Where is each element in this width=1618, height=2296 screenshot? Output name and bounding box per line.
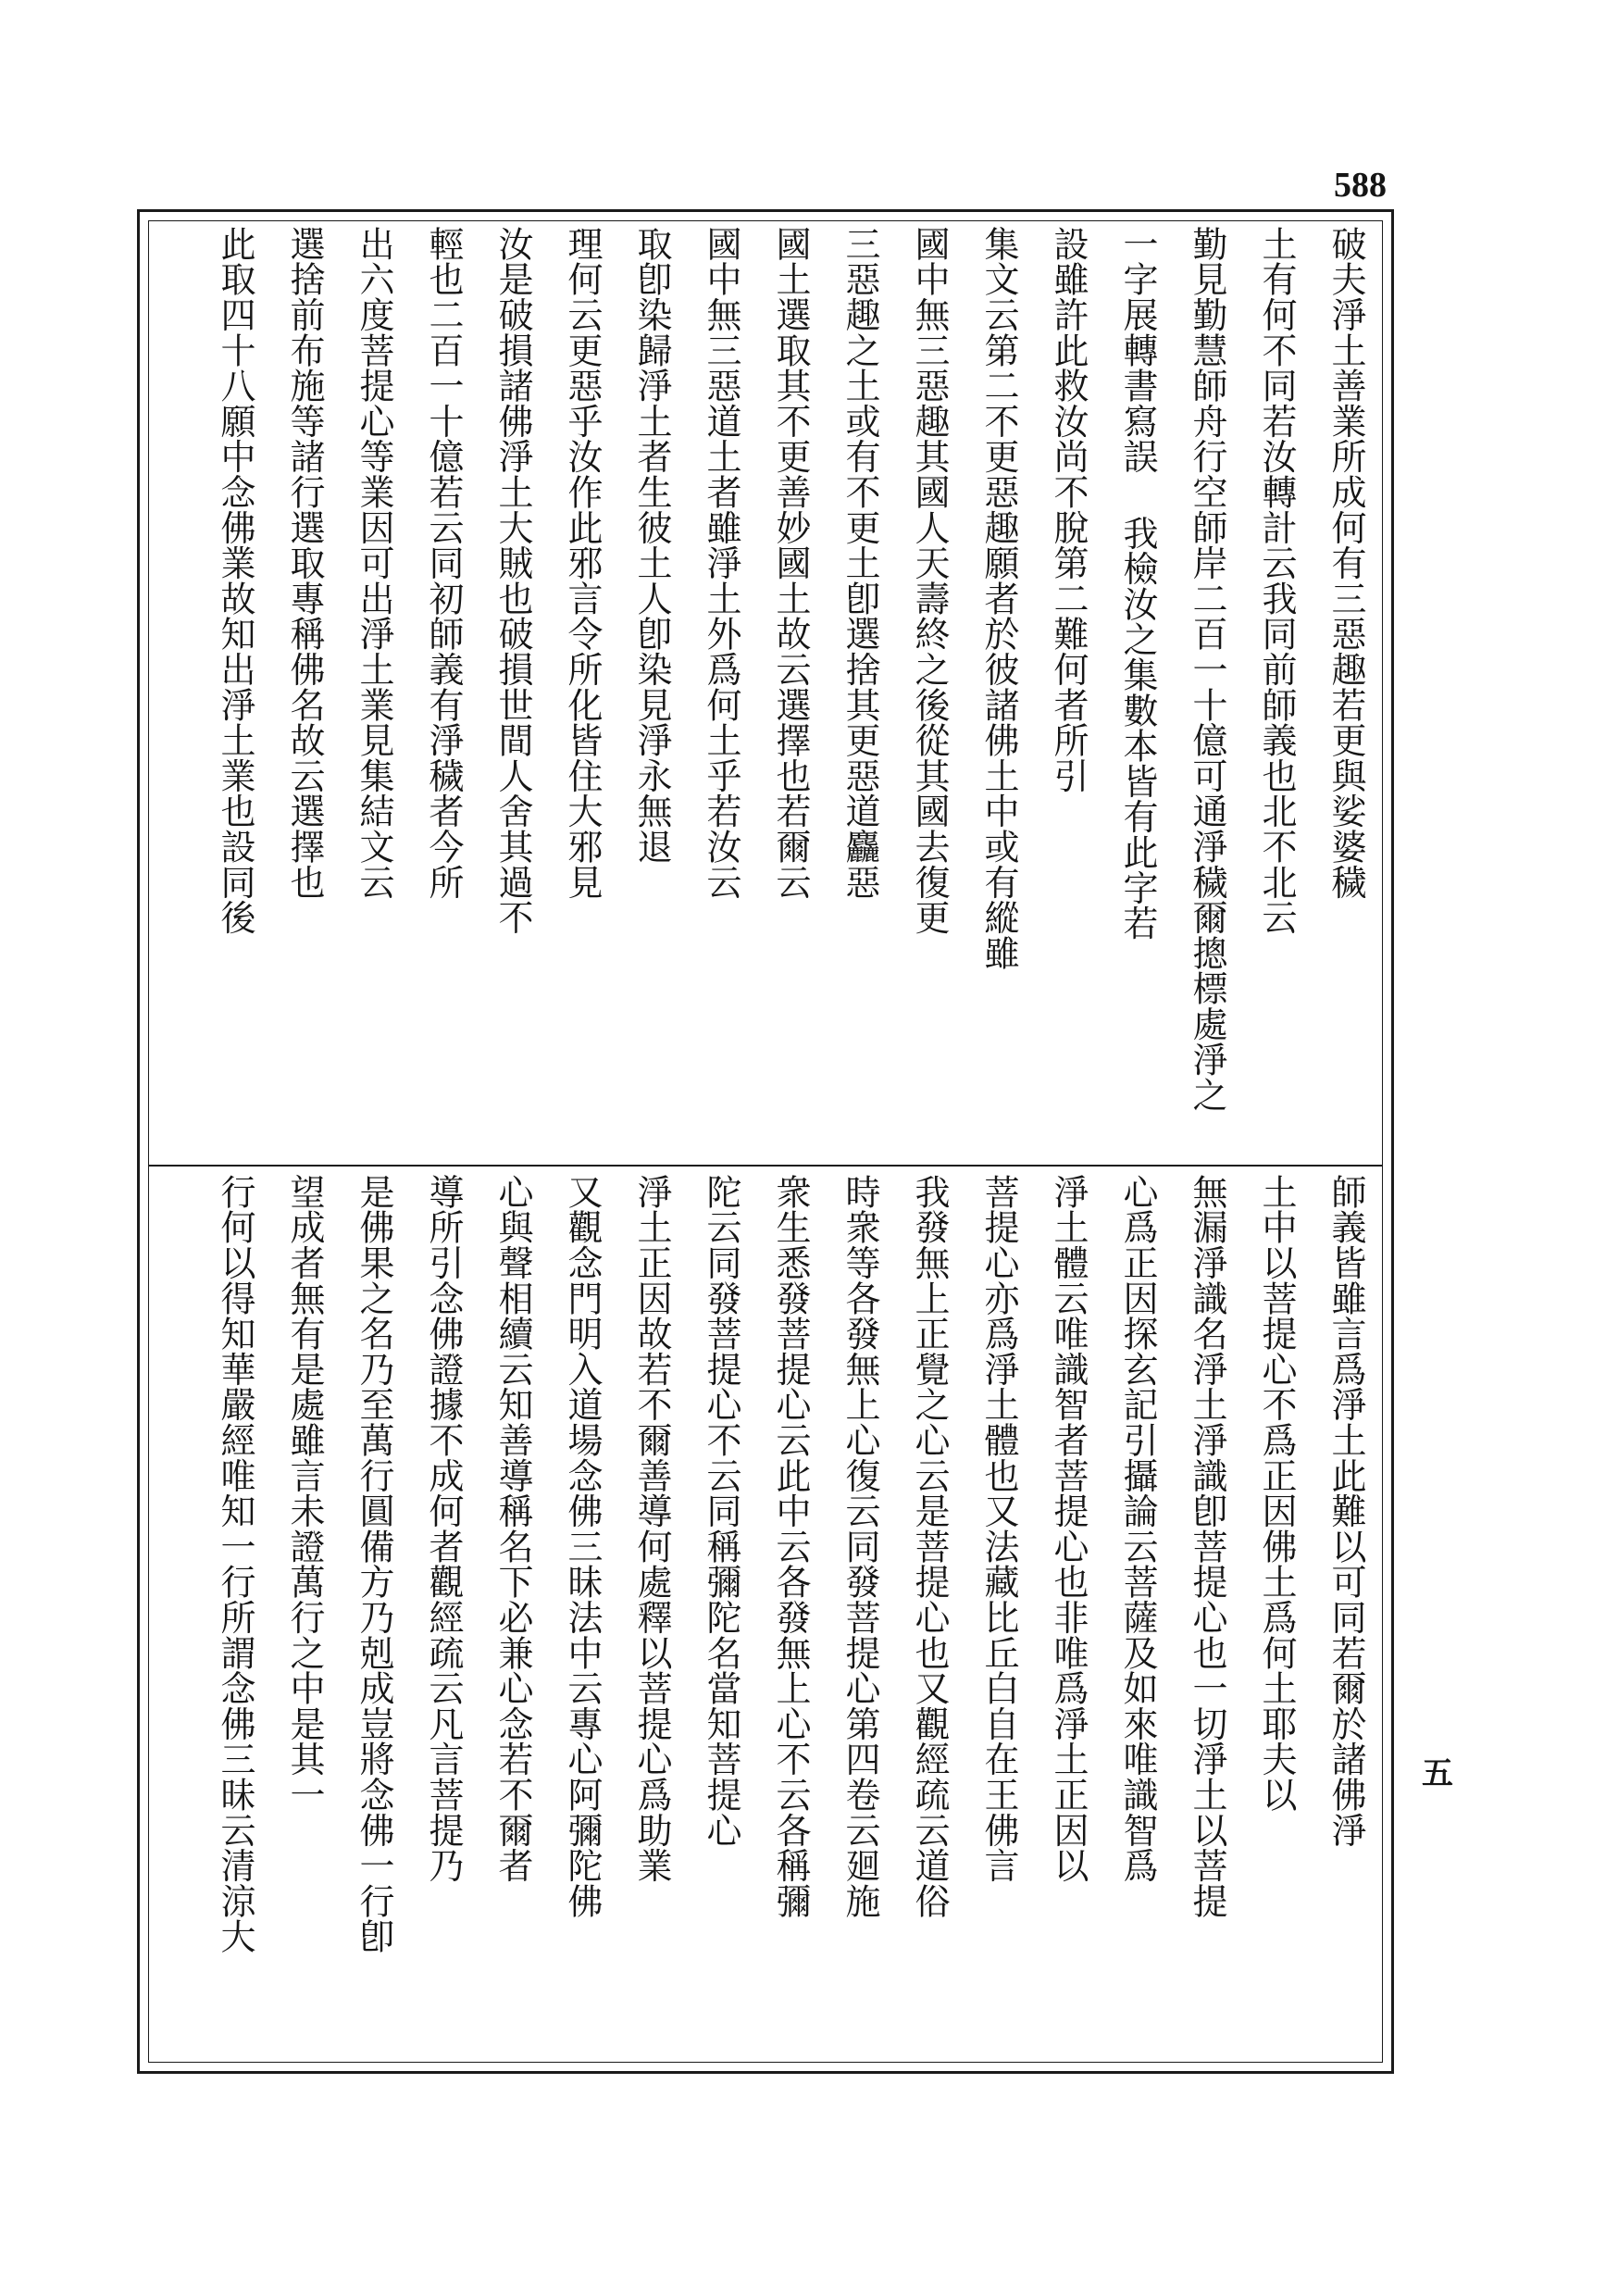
- text-column: 行何以得知華嚴經唯知一行所謂念佛三昧云清涼大: [215, 1174, 255, 1954]
- text-column: 望成者無有是處雖言未證萬行之中是其一: [284, 1174, 325, 1813]
- text-column: 菩提心亦爲淨土體也又法藏比丘白自在王佛言: [978, 1174, 1019, 1883]
- text-column: 設雖許此救汝尚不脫第二難何者所引: [1048, 226, 1089, 793]
- side-margin-label: 五: [1422, 1755, 1453, 1792]
- text-column: 土有何不同若汝轉計云我同前師義也北不北云: [1256, 226, 1297, 935]
- text-column: 國中無三惡趣其國人天壽終之後從其國去復更: [909, 226, 950, 935]
- text-column: 國中無三惡道土者雖淨土外爲何土乎若汝云: [701, 226, 741, 900]
- text-column: 土中以菩提心不爲正因佛土爲何土耶夫以: [1256, 1174, 1297, 1813]
- text-column: 衆生悉發菩提心云此中云各發無上心不云各稱彌: [770, 1174, 811, 1919]
- text-column: 集文云第二不更惡趣願者於彼諸佛土中或有縱雖: [978, 226, 1019, 971]
- text-column: 時衆等各發無上心復云同發菩提心第四卷云廻施: [840, 1174, 880, 1919]
- text-column: 取卽染歸淨土者生彼土人卽染見淨永無退: [631, 226, 672, 865]
- text-column: 汝是破損諸佛淨土大賊也破損世間人舍其過不: [492, 226, 533, 935]
- text-column: 心與聲相續云知善導稱名下必兼心念若不爾者: [492, 1174, 533, 1883]
- text-column: 是佛果之名乃至萬行圓備方乃剋成豈將念佛一行卽: [354, 1174, 394, 1954]
- text-column: 我發無上正覺之心云是菩提心也又觀經疏云道俗: [909, 1174, 950, 1919]
- text-column: 陀云同發菩提心不云同稱彌陀名當知菩提心: [701, 1174, 741, 1848]
- text-column: 三惡趣之土或有不更土卽選捨其更惡道麤惡: [840, 226, 880, 900]
- text-column: 國土選取其不更善妙國土故云選擇也若爾云: [770, 226, 811, 900]
- text-column: 理何云更惡乎汝作此邪言令所化皆住大邪見: [562, 226, 603, 900]
- text-column: 勤見勤慧師舟行空師岸二百一十億可通淨穢爾摠標處淨之: [1187, 226, 1227, 1113]
- text-column: 輕也二百一十億若云同初師義有淨穢者今所: [423, 226, 464, 900]
- text-column: 淨土體云唯識智者菩提心也非唯爲淨土正因以: [1048, 1174, 1089, 1883]
- text-column: 導所引念佛證據不成何者觀經疏云凡言菩提乃: [423, 1174, 464, 1883]
- upper-text-block: [183, 226, 1375, 1157]
- text-column: 破夫淨土善業所成何有三惡趣若更與娑婆穢: [1326, 226, 1366, 900]
- text-column: 心爲正因探玄記引攝論云菩薩及如來唯識智爲: [1117, 1174, 1158, 1883]
- page-number: 588: [1334, 166, 1387, 205]
- section-divider: [148, 1165, 1383, 1167]
- text-column: 師義皆雖言爲淨土此難以可同若爾於諸佛淨: [1326, 1174, 1366, 1848]
- text-column: 選捨前布施等諸行選取專稱佛名故云選擇也: [284, 226, 325, 900]
- text-column: 此取四十八願中念佛業故知出淨土業也設同後: [215, 226, 255, 935]
- text-column: 一字展轉書寫誤 我檢汝之集數本皆有此字若: [1117, 226, 1158, 941]
- text-column: 出六度菩提心等業因可出淨土業見集結文云: [354, 226, 394, 900]
- lower-text-block: [183, 1174, 1375, 2053]
- text-column: 淨土正因故若不爾善導何處釋以菩提心爲助業: [631, 1174, 672, 1883]
- text-column: 無漏淨識名淨土淨識卽菩提心也一切淨土以菩提: [1187, 1174, 1227, 1919]
- text-column: 又觀念門明入道場念佛三昧法中云專心阿彌陀佛: [562, 1174, 603, 1919]
